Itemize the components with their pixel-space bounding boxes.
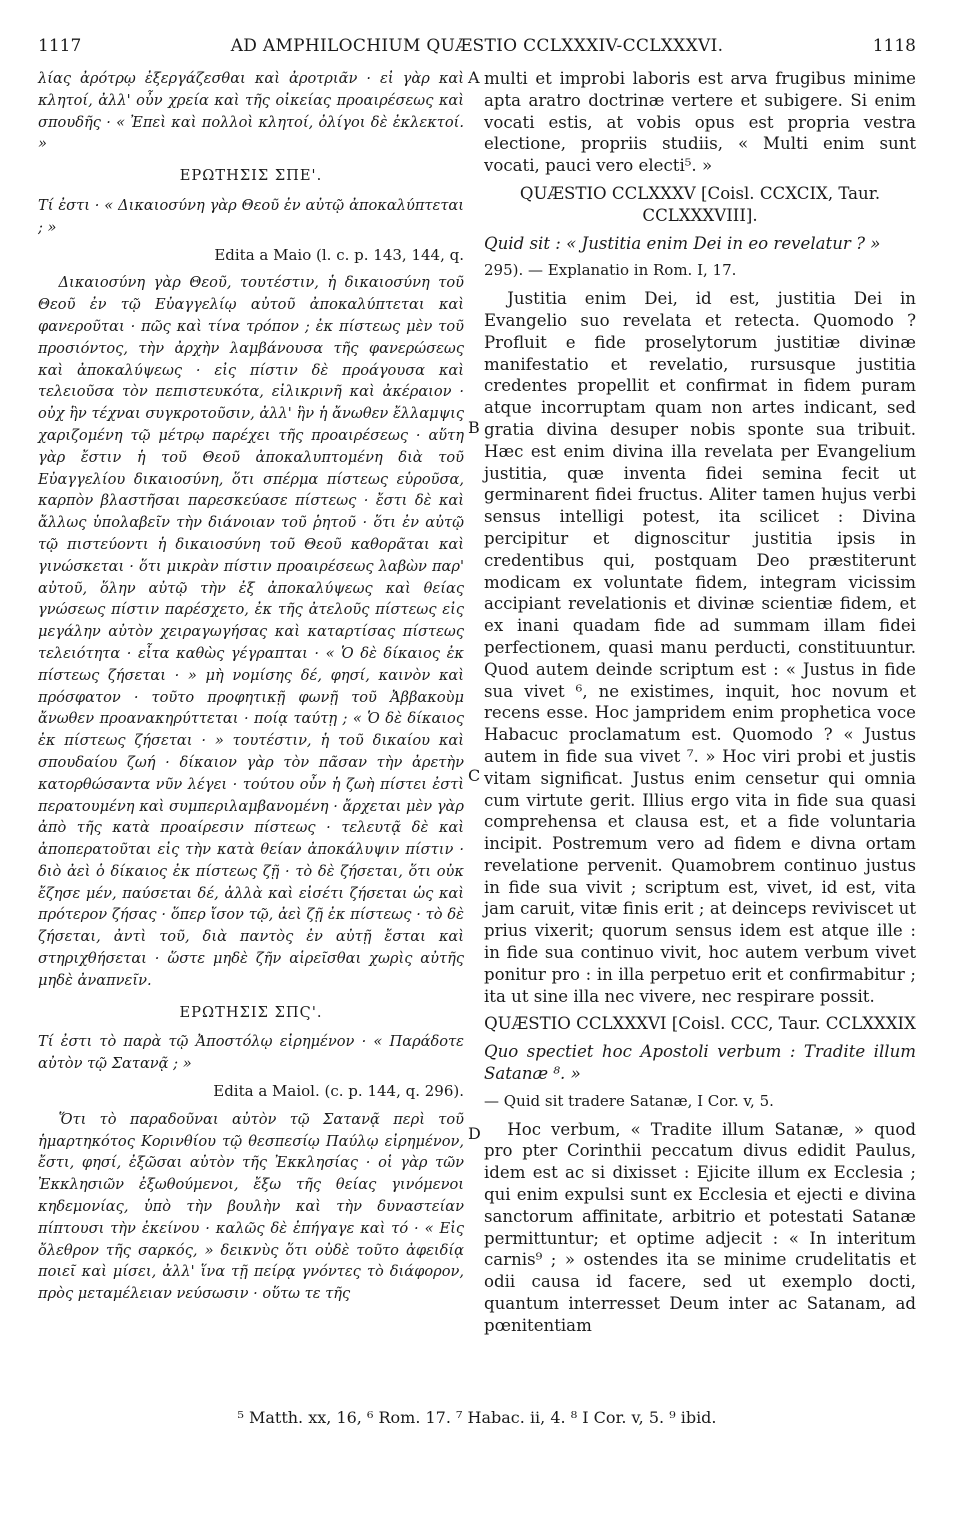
- latin-question-1: Quid sit : « Justitia enim Dei in eo revelatur ? »: [484, 233, 881, 253]
- running-title: AD AMPHILOCHIUM QUÆSTIO CCLXXXIV-CCLXXXVI.: [230, 36, 724, 56]
- greek-question-heading-2: ΕΡΩΤΗΣΙΣ ΣΠϚ'.: [179, 1003, 323, 1021]
- margin-letter-a: A: [468, 68, 480, 87]
- greek-paragraph-2: Δικαιοσύνη γὰρ Θεοῦ, τουτέστιν, ἡ δικαιοσύνη τοῦ Θεοῦ ἐν τῷ Εὐαγγελίῳ αὐτοῦ ἀποκαλύπτεται καὶ φανεροῦται · πῶς καὶ τίνα τρόπον ; ἐκ πίστεως μὲν τοῦ προσιόντος, τὴν ἀρχὴν λαμβάνουσα τῆς φανερώσεως καὶ ἀποκαλύψεως · εἰς πίστιν δὲ προάγουσα καὶ τελειοῦσα τὸν πεπιστευκότα, εἰλικρινῆ καὶ ἀκέραιον · οὐχ ἣν τέχναι συγκροτοῦσιν, ἀλλ' ἣν ἡ ἄνωθεν ἔλλαμψις χαριζομένη τῷ μέτρῳ παρέχει τῆς προαιρέσεως · αὕτη γὰρ ἔστιν ἡ τοῦ Θεοῦ ἀποκαλυπτομένη διὰ τοῦ Εὐαγγελίου δικαιοσύνη, ὅτι σπέρμα πίστεως εὑροῦσα, καρπὸν βλαστῆσαι παρεσκεύασε πίστεως · ἔστι δὲ καὶ ἄλλως ὑπολαβεῖν τὴν διάνοιαν τοῦ ῥητοῦ · ὅτι ἐν αὐτῷ τῷ πιστεύοντι ἡ δικαιοσύνη τοῦ Θεοῦ καθορᾶται καὶ γινώσκεται · ὅτι μικρὰν πίστιν προαιρέσεως λαβὼν παρ' αὐτοῦ, ὅλην αὐτῷ τὴν ἐξ ἀποκαλύψεως καὶ θείας γνώσεως πίστιν παρέσχετο, ἐκ τῆς ἀτελοῦς πίστεως εἰς μεγάλην αὐτὸν χειραγωγήσας καὶ καταρτίσας πίστεως τελειότητα · εἶτα καθὼς γέγραπται · « Ὁ δὲ δίκαιος ἐκ πίστεως ζήσεται · » μὴ νομίσης δέ, φησί, καινὸν καὶ πρόσφατον · τοῦτο προφητικῇ φωνῇ τοῦ Ἀββακοὺμ ἄνωθεν προανακηρύττεται · ποίᾳ ταύτῃ ; « Ὁ δὲ δίκαιος ἐκ πίστεως ζήσεται · » τουτέστιν, ἡ τοῦ δικαίου καὶ σπουδαίου ζωή · δίκαιον γὰρ τὸν πᾶσαν τὴν ἀρετὴν κατορθώσαντα νῦν λέγει · τούτου οὖν ἡ ζωὴ πίστει ἐστὶ περατουμένη καὶ συμπεριλαμβανομένη · ἄρχεται μὲν γὰρ ἀπὸ τῆς κατὰ προαίρεσιν πίστεως · τελευτᾷ δὲ καὶ ἀποπερατοῦται εἰς τὴν κατὰ θείαν ἀποκάλυψιν πίστιν · διὸ ἀεὶ ὁ δίκαιος ἐκ πίστεως ζῇ · τὸ δὲ ζήσεται, ὅτι οὐκ ἔζησε μέν, παύσεται δέ, ἀλλὰ καὶ εἰσέτι ζήσεται ὡς καὶ πρότερον ζήσας · ὅπερ ἴσον τῷ, ἀεὶ ζῇ ἐκ πίστεως · τὸ δὲ ζήσεται, ἀντὶ τοῦ, διὰ παντὸς ἐν αὐτῇ ἔσται καὶ στηριχθήσεται · ὥστε μηδὲ ζῆν αἱρεῖσθαι χωρὶς αὐτῆς μηδὲ ἀναπνεῖν.: [38, 274, 464, 989]
- latin-question-2: Quo spectiet hoc Apostoli verbum : Tradite illum Satanæ ⁸. »: [484, 1042, 916, 1084]
- page-number-left: 1117: [38, 36, 82, 56]
- margin-letter-d: D: [468, 1124, 481, 1143]
- latin-question-heading-2: QUÆSTIO CCLXXXVI [Coisl. CCC, Taur. CCLXXXIX: [484, 1014, 916, 1034]
- greek-question-1: Τί ἐστι · « Δικαιοσύνη γὰρ Θεοῦ ἐν αὐτῷ ἀποκαλύπτεται ; »: [38, 196, 464, 236]
- page-header: [38, 36, 916, 60]
- latin-paragraph-2: Justitia enim Dei, id est, justitia Dei in Evangelio suo revelata et retecta. Quomodo ? Profluit e fide proselytorum justitiæ divinæ manifestatio et revelatio, rursusque justitia credentes propellit et confirmat in fidem puram atque incorruptam quam non artes indicant, sed gratia divina desuper nobis sponte sua tribuit. Hæc est enim divina illa revelata per Evangelium justitia, quæ inventa fidei semina fecit ut germinarent fidei fructus. Aliter tamen hujus verbi sensus intelligi potest, ita scilicet : Divina percipitur et dignoscitur justitia ipsis in credentibus qui, postquam Deo præstiterunt modicam ex voluntate fidem, integram vicissim accipiant revelationis et divinæ scientiæ fidem, et ex inani quadam fide ad summam illam fidei perfectionem, quasi manu perducti, constituuntur. Quod autem deinde scriptum est : « Justus in fide sua vivet ⁶, ne existimes, inquit, hoc novum et recens esse. Hoc jampridem enim prophetica voce Habacuc proclamatum est. Quomodo ? « Justus autem in fide sua vivet ⁷. » Hoc viri probi et justis vitam significat. Justus enim censetur qui omnia cum virtute gerit. Illius ergo vita in fide sua quasi comprehensa et clausa est, et a fide voluntaria incipit. Postremum vero ad fidem e divna ortam revelatione pervenit. Quamobrem continuo justus in fide sua vivit ; scriptum est, vivet, id est, vita jam caruit, vitæ finis erit ; at deinceps reviviscet ut prius vixerit; quorum sensus idem est atque ille : in fide sua continuo vivit, hoc autem verbum vivet ponitur pro : in illa perpetuo erit et confirmabitur ; ita ut sine illa nec vivere, nec respirare possit.: [484, 289, 916, 1006]
- page-number-right: 1118: [872, 36, 916, 56]
- latin-paragraph-1: multi et improbi laboris est arva frugibus minime apta aratro doctrinæ vertere et subigere. Si enim vocati estis, at vobis opus est propria vestra electione, propriis studiis, « Multi enim sunt vocati, pauci vero electi⁵. »: [484, 69, 916, 176]
- footnotes: ⁵ Matth. xx, 16, ⁶ Rom. 17. ⁷ Habac. ii, 4. ⁸ I Cor. v, 5. ⁹ ibid.: [237, 1408, 717, 1427]
- margin-letter-c: C: [468, 766, 481, 785]
- latin-column: [484, 68, 916, 1337]
- greek-paragraph-1: λίας ἀρότρῳ ἐξεργάζεσθαι καὶ ἀροτριᾶν · εἰ γὰρ καὶ κλητοί, ἀλλ' οὖν χρεία καὶ τῆς οἰκείας προαιρέσεως καὶ σπουδῆς · « Ἐπεὶ καὶ πολλοὶ κλητοί, ὀλίγοι δὲ ἐκλεκτοί. »: [38, 70, 464, 153]
- greek-column: [38, 68, 464, 1305]
- margin-letter-b: B: [468, 418, 480, 437]
- latin-question-heading-1: QUÆSTIO CCLXXXV [Coisl. CCXCIX, Taur. CCLXXXVIII].: [519, 183, 881, 225]
- latin-edition-note-2: — Quid sit tradere Satanæ, I Cor. v, 5.: [484, 1091, 774, 1110]
- edition-note-1: Edita a Maio (l. c. p. 143, 144, q.: [214, 245, 464, 264]
- greek-question-2: Τί ἐστι τὸ παρὰ τῷ Ἀποστόλῳ εἰρημένον · « Παράδοτε αὐτὸν τῷ Σατανᾷ ; »: [38, 1033, 464, 1073]
- greek-question-heading-1: ΕΡΩΤΗΣΙΣ ΣΠΕ'.: [179, 167, 323, 185]
- greek-paragraph-3: Ὅτι τὸ παραδοῦναι αὐτὸν τῷ Σατανᾷ περὶ τοῦ ἡμαρτηκότος Κορινθίου τῷ θεσπεσίῳ Παύλῳ εἰρημένον, ἔστι, φησί, ἐξῶσαι αὐτὸν τῆς Ἐκκλησίας · οἱ γὰρ τῶν Ἐκκλησιῶν ἐξωθούμενοι, ἔξω τῆς θείας γινόμενοι κηδεμονίας, ὑπὸ τὴν βουλὴν καὶ τὴν δυναστείαν πίπτουσι τὴν ἐκείνου · καλῶς δὲ ἐπήγαγε καὶ τό · « Εἰς ὄλεθρον τῆς σαρκός, » δεικνὺς ὅτι οὐδὲ τοῦτο ἀφειδίᾳ ποιεῖ καὶ μίσει, ἀλλ' ἵνα τῇ πείρᾳ γνόντες τὸ διάφορον, πρὸς μεταμέλειαν νεύσωσιν · οὕτω τε τῆς: [38, 1110, 464, 1303]
- latin-paragraph-3: Hoc verbum, « Tradite illum Satanæ, » quod pro pter Corinthii peccatum divus edidit Paulus, idem est ac si dixisset : Ejicite illum ex Ecclesia ; qui enim expulsi sunt ex Ecclesia et ejecti e divina sanctorum affinitate, arbitrio et potestati Satanæ permittuntur; et optime adjecit : « In interitum carnis⁹ ; » ostendes ita se minime crudelitatis et odii causa id facere, sed ut exemplo docti, quantum interresset Deum inter ac Satanam, ad pœnitentiam: [484, 1119, 916, 1335]
- latin-edition-note-1: 295). — Explanatio in Rom. I, 17.: [484, 261, 737, 280]
- edition-note-2: Edita a Maiol. (c. p. 144, q. 296).: [213, 1082, 464, 1101]
